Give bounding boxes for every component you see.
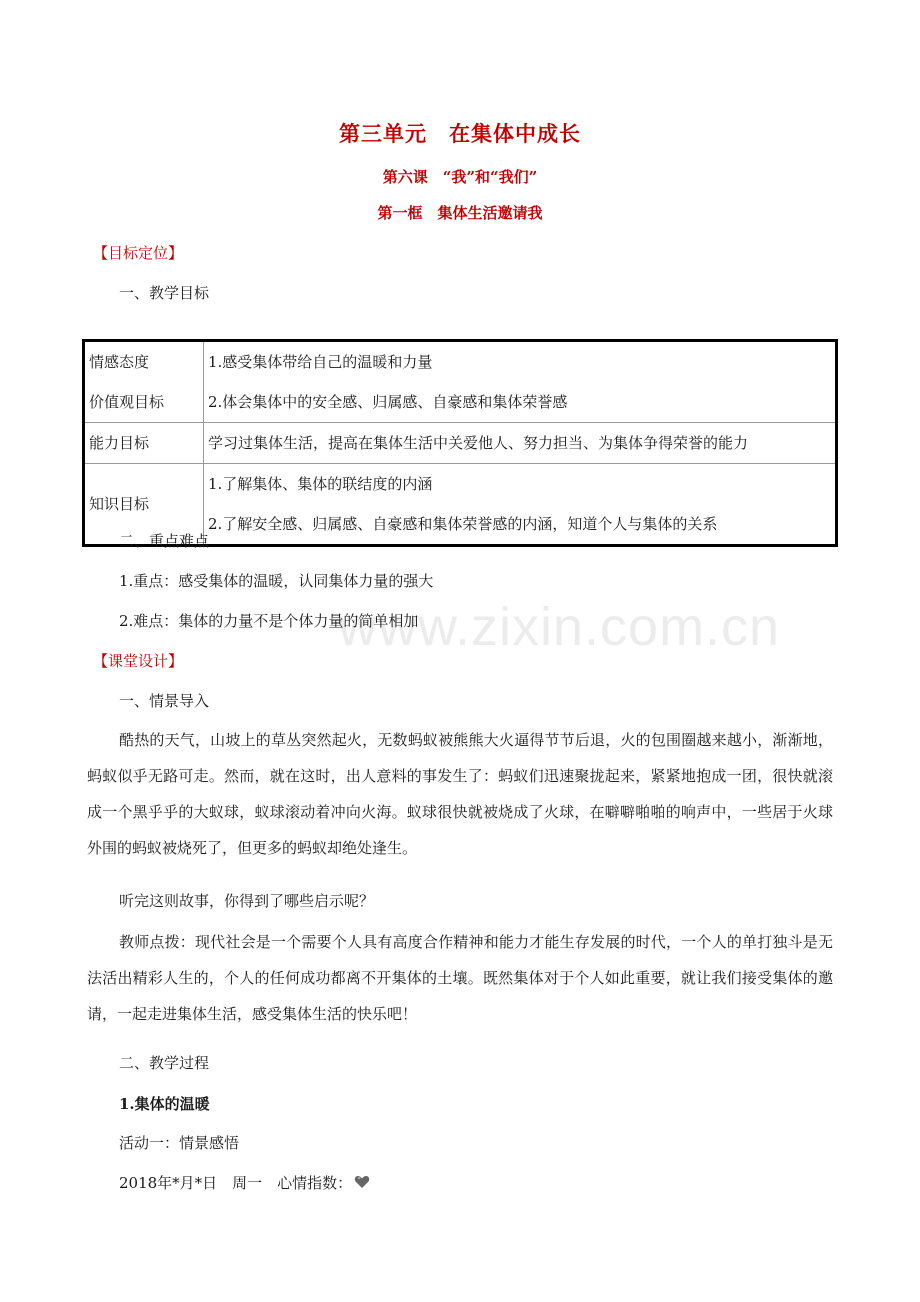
activity-title: 活动一：情景感悟 <box>119 1134 240 1152</box>
diary-line <box>119 1172 370 1193</box>
process-title: 二、教学过程 <box>119 1054 210 1072</box>
heart-icon <box>354 1174 370 1190</box>
table-cell-label <box>84 423 204 464</box>
table-cell-label <box>84 341 204 423</box>
label-ability: 能力目标 <box>89 434 150 452</box>
watermark: www.zixin.com.cn <box>338 597 781 657</box>
unit-title: 第三单元 在集体中成长 <box>339 121 581 146</box>
goal-item: 学习过集体生活，提高在集体生活中关爱他人、努力担当、为集体争得荣誉的能力 <box>208 434 749 452</box>
key-point: 1.重点：感受集体的温暖，认同集体力量的强大 <box>119 572 434 590</box>
diary-text: 2018年*月*日 周一 心情指数： <box>119 1174 353 1192</box>
difficult-point: 2.难点：集体的力量不是个体力量的简单相加 <box>119 612 419 630</box>
goal-item: 2.体会集体中的安全感、归属感、自豪感和集体荣誉感 <box>208 393 568 411</box>
subsection-title: 1.集体的温暖 <box>119 1095 210 1113</box>
table-cell-content <box>204 341 837 423</box>
intro-title: 一、情景导入 <box>119 692 210 710</box>
section-targets: 【目标定位】 <box>93 244 184 262</box>
goal-item: 1.了解集体、集体的联结度的内涵 <box>208 475 433 493</box>
table-cell-content <box>204 423 837 464</box>
section-design: 【课堂设计】 <box>93 652 184 670</box>
question-line: 听完这则故事，你得到了哪些启示呢？ <box>119 892 375 910</box>
label-values: 价值观目标 <box>89 393 165 411</box>
key-points-title: 二、重点难点 <box>119 532 210 550</box>
goals-table <box>82 339 838 547</box>
table-row <box>84 341 837 423</box>
table-row <box>84 423 837 464</box>
lesson-title: 第六课 “我”和“我们” <box>382 168 538 186</box>
teaching-goals-title: 一、教学目标 <box>119 284 210 302</box>
goal-item: 1.感受集体带给自己的温暖和力量 <box>208 353 433 371</box>
story-paragraph: 酷热的天气，山坡上的草丛突然起火，无数蚂蚁被熊熊大火逼得节节后退，火的包围圈越来越小，渐渐地，蚂蚁似乎无路可走。然而，就在这时，出人意料的事发生了：蚂蚁们迅速聚拢起来，紧紧地抱成一团，很快就滚成一个黑乎乎的大蚁球，蚁球滚动着冲向火海。蚁球很快就被烧成了火球，在噼噼啪啪的响声中，一些居于火球外围的蚂蚁被烧死了，但更多的蚂蚁却绝处逢生。 <box>87 731 833 857</box>
teacher-tip-paragraph: 教师点拨：现代社会是一个需要个人具有高度合作精神和能力才能生存发展的时代，一个人的单打独斗是无法活出精彩人生的，个人的任何成功都离不开集体的土壤。既然集体对于个人如此重要，就让我们接受集体的邀请，一起走进集体生活，感受集体生活的快乐吧！ <box>87 933 833 1023</box>
label-knowledge: 知识目标 <box>89 495 150 513</box>
table-cell-content <box>204 464 837 546</box>
frame-title: 第一框 集体生活邀请我 <box>377 204 543 222</box>
label-emotion: 情感态度 <box>89 353 150 371</box>
goal-item: 2.了解安全感、归属感、自豪感和集体荣誉感的内涵，知道个人与集体的关系 <box>208 515 718 533</box>
